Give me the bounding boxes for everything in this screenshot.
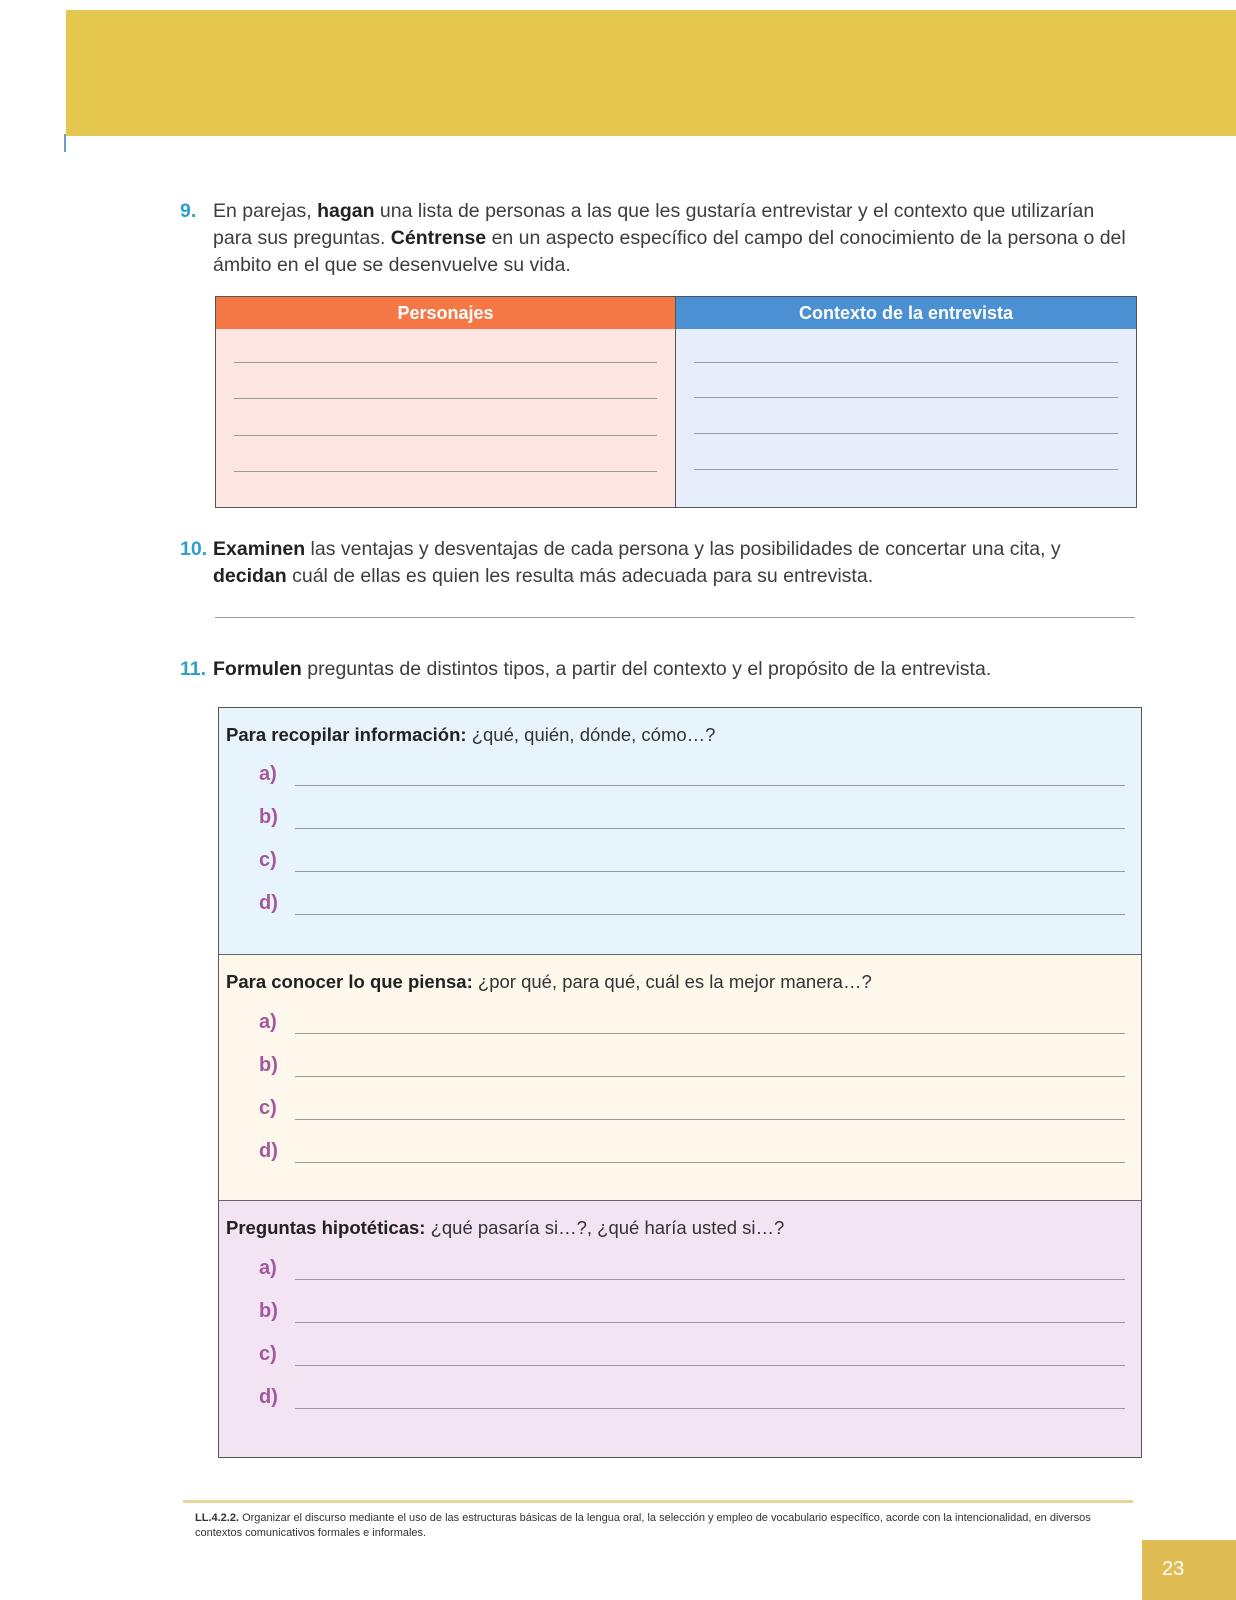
section-recopilar	[219, 708, 1141, 955]
item-letter: b)	[259, 806, 278, 828]
instruction-verb: Examinen	[213, 538, 306, 560]
answer-row	[259, 1097, 1125, 1127]
item-letter: b)	[259, 1054, 278, 1076]
answer-line[interactable]	[295, 1119, 1125, 1120]
instruction-verb: Céntrense	[390, 227, 487, 249]
section-label: Para recopilar información:	[226, 724, 467, 745]
section-label: Para conocer lo que piensa:	[226, 971, 473, 992]
instruction-verb: Formulen	[213, 658, 302, 680]
answer-line[interactable]	[234, 471, 657, 472]
answer-row	[259, 1011, 1125, 1041]
instruction-verb: decidan	[213, 565, 287, 587]
exercise-text	[213, 656, 1138, 683]
personajes-column	[216, 297, 676, 507]
answer-row	[259, 1054, 1125, 1084]
answer-line[interactable]	[295, 914, 1125, 915]
exercise-number: 10.	[180, 538, 208, 560]
answer-row	[259, 763, 1125, 793]
contexto-column	[676, 297, 1136, 507]
item-letter: c)	[259, 1343, 277, 1365]
section-hipoteticas	[219, 1201, 1141, 1457]
item-letter: b)	[259, 1300, 278, 1322]
answer-line[interactable]	[295, 1365, 1125, 1366]
header-band	[66, 10, 1236, 136]
footer-divider	[183, 1500, 1133, 1503]
instruction-text: cuál de ellas es quien les resulta más adecuada para su entrevista.	[286, 565, 874, 587]
section-hint: ¿qué, quién, dónde, cómo…?	[466, 724, 716, 745]
answer-row	[259, 849, 1125, 879]
instruction-verb: hagan	[317, 200, 375, 222]
answer-line[interactable]	[295, 1162, 1125, 1163]
instruction-text: En parejas,	[213, 200, 318, 222]
item-letter: d)	[259, 1386, 278, 1408]
exercise-number: 9.	[180, 200, 197, 222]
section-piensa	[219, 955, 1141, 1201]
answer-row	[259, 1386, 1125, 1416]
exercise-11	[180, 656, 1138, 683]
item-letter: c)	[259, 849, 277, 871]
item-letter: d)	[259, 892, 278, 914]
personajes-table	[215, 296, 1137, 508]
section-title	[226, 724, 715, 746]
answer-line[interactable]	[295, 1076, 1125, 1077]
footnote-text: Organizar el discurso mediante el uso de las estructuras básicas de la lengua oral, la selección y empleo de vocabulario específico, acorde con la intencionalidad, en diversos contextos comunicativos formales e informales.	[195, 1512, 1091, 1539]
item-letter: a)	[259, 763, 277, 785]
exercise-9	[180, 198, 1138, 279]
answer-row	[259, 892, 1125, 922]
answer-line[interactable]	[234, 398, 657, 399]
answer-line[interactable]	[234, 435, 657, 436]
answer-row	[259, 806, 1125, 836]
page-number: 23	[1162, 1558, 1185, 1580]
item-letter: a)	[259, 1257, 277, 1279]
section-hint: ¿qué pasaría si…?, ¿qué haría usted si…?	[425, 1217, 785, 1238]
curriculum-footnote	[195, 1511, 1135, 1541]
section-title	[226, 971, 872, 993]
section-label: Preguntas hipotéticas:	[226, 1217, 426, 1238]
item-letter: c)	[259, 1097, 277, 1119]
instruction-text: las ventajas y desventajas de cada persona y las posibilidades de concertar una cita, y	[305, 538, 1061, 560]
exercise-text	[213, 198, 1138, 279]
personajes-header: Personajes	[216, 297, 675, 329]
section-hint: ¿por qué, para qué, cuál es la mejor manera…?	[472, 971, 872, 992]
answer-row	[259, 1140, 1125, 1170]
answer-line[interactable]	[694, 433, 1118, 434]
footnote-code: LL.4.2.2.	[195, 1512, 240, 1524]
answer-line[interactable]	[295, 1033, 1125, 1034]
exercise-text	[213, 536, 1138, 590]
page-number-tab	[1142, 1540, 1236, 1600]
answer-row	[259, 1300, 1125, 1330]
answer-line[interactable]	[295, 1408, 1125, 1409]
answer-line[interactable]	[295, 1279, 1125, 1280]
answer-line[interactable]	[295, 871, 1125, 872]
answer-line[interactable]	[215, 617, 1135, 618]
exercise-10	[180, 536, 1138, 590]
answer-row	[259, 1343, 1125, 1373]
edge-mark	[64, 134, 66, 152]
answer-line[interactable]	[234, 362, 657, 363]
answer-line[interactable]	[694, 469, 1118, 470]
item-letter: d)	[259, 1140, 278, 1162]
instruction-text: en un aspecto específico del campo del conocimiento de la persona o del ámbito en el que se desenvuelve su vida.	[213, 227, 1126, 276]
contexto-header: Contexto de la entrevista	[676, 297, 1136, 329]
answer-line[interactable]	[295, 785, 1125, 786]
item-letter: a)	[259, 1011, 277, 1033]
answer-line[interactable]	[295, 828, 1125, 829]
exercise-number: 11.	[180, 658, 207, 680]
answer-line[interactable]	[295, 1322, 1125, 1323]
instruction-text: preguntas de distintos tipos, a partir del contexto y el propósito de la entrevista.	[301, 658, 992, 680]
answer-row	[259, 1257, 1125, 1287]
answer-line[interactable]	[694, 362, 1118, 363]
questions-table	[218, 707, 1142, 1458]
section-title	[226, 1217, 784, 1239]
answer-line[interactable]	[694, 397, 1118, 398]
instruction-text: una lista de personas a las que les gustaría entrevistar y el contexto que utilizarían para sus preguntas.	[213, 200, 1095, 249]
